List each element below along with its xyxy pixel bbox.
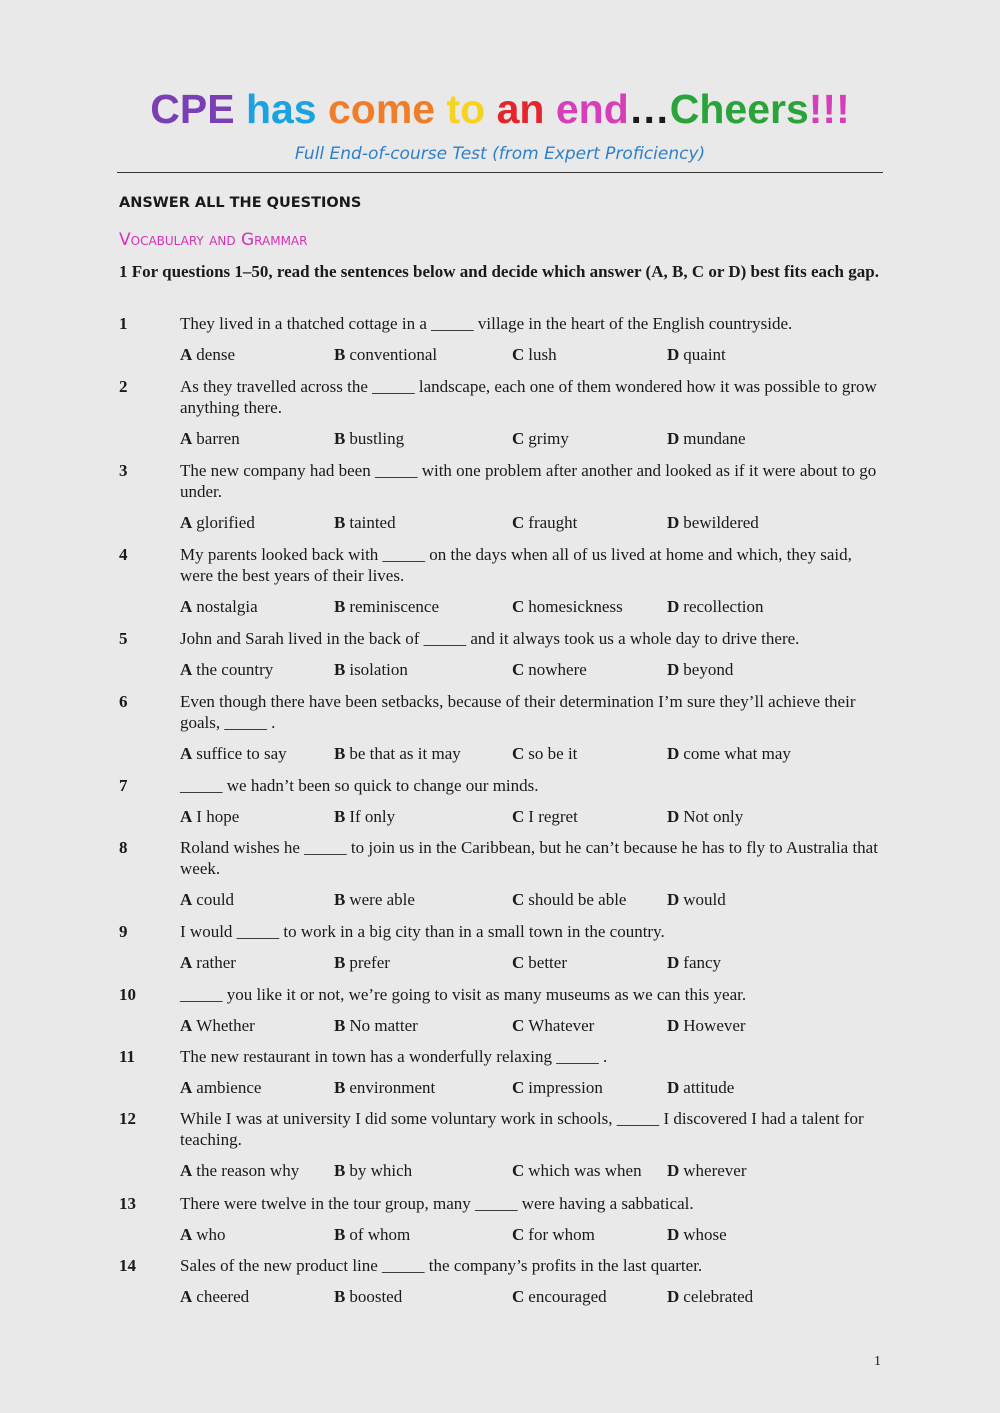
option-text: which was when [528, 1161, 642, 1180]
answer-option-d[interactable] [667, 659, 733, 680]
answer-option-d[interactable] [667, 596, 764, 617]
option-letter: B [334, 744, 346, 763]
answer-option-a[interactable] [180, 952, 236, 973]
answer-option-d[interactable] [667, 1077, 734, 1098]
option-letter: A [180, 597, 193, 616]
option-text: glorified [196, 513, 255, 532]
option-text: quaint [683, 345, 726, 364]
option-letter: D [667, 807, 680, 826]
option-letter: C [512, 597, 525, 616]
option-text: Whether [196, 1016, 255, 1035]
question-stem: While I was at university I did some voluntary work in schools, _____ I discovered I had a talent for teaching. [180, 1109, 864, 1149]
answer-option-b[interactable] [334, 743, 461, 764]
option-text: I hope [196, 807, 240, 826]
option-letter: B [334, 1225, 346, 1244]
option-text: bewildered [683, 513, 759, 532]
question-number: 8 [119, 838, 128, 857]
option-text: for whom [528, 1225, 595, 1244]
option-letter: C [512, 744, 525, 763]
title-word: come [328, 86, 447, 132]
option-text: homesickness [528, 597, 623, 616]
question-number: 5 [119, 629, 128, 648]
question-number: 12 [119, 1109, 136, 1128]
answer-option-d[interactable] [667, 1224, 727, 1245]
answer-option-a[interactable] [180, 344, 235, 365]
answer-option-a[interactable] [180, 596, 258, 617]
page-number: 1 [874, 1354, 881, 1369]
option-letter: A [180, 807, 193, 826]
option-letter: C [512, 953, 525, 972]
option-letter: A [180, 1225, 193, 1244]
option-letter: D [667, 744, 680, 763]
answer-option-b[interactable] [334, 1160, 412, 1181]
option-letter: A [180, 890, 193, 909]
answer-option-c[interactable] [512, 1077, 603, 1098]
answer-option-d[interactable] [667, 512, 759, 533]
answer-option-d[interactable] [667, 1160, 747, 1181]
title-word: end [555, 86, 629, 132]
option-letter: B [334, 429, 346, 448]
answer-option-a[interactable] [180, 743, 287, 764]
option-text: lush [528, 345, 557, 364]
option-letter: C [512, 1016, 525, 1035]
option-letter: A [180, 953, 193, 972]
question-stem: Roland wishes he _____ to join us in the Caribbean, but he can’t because he has to fly to Australia that week. [180, 838, 878, 878]
instruction-text: 1 For questions 1–50, read the sentences below and decide which answer (A, B, C or D) best fits each gap. [119, 262, 879, 281]
option-letter: D [667, 513, 680, 532]
answer-option-a[interactable] [180, 889, 234, 910]
answer-option-a[interactable] [180, 1015, 255, 1036]
question-stem: John and Sarah lived in the back of _____ and it always took us a whole day to drive there. [180, 629, 800, 648]
title-word: to [446, 86, 497, 132]
answer-option-c[interactable] [512, 889, 626, 910]
question-stem: As they travelled across the _____ landscape, each one of them wondered how it was possible to grow anything there. [180, 377, 877, 417]
option-letter: B [334, 1078, 346, 1097]
option-letter: C [512, 1161, 525, 1180]
option-letter: A [180, 1016, 193, 1035]
question-stem: There were twelve in the tour group, many _____ were having a sabbatical. [180, 1194, 694, 1213]
answer-option-c[interactable] [512, 344, 557, 365]
option-letter: B [334, 1161, 346, 1180]
section-heading: Vocabulary and Grammar [119, 230, 308, 250]
answer-option-c[interactable] [512, 806, 578, 827]
option-text: recollection [683, 597, 764, 616]
answer-option-c[interactable] [512, 952, 567, 973]
answer-option-d[interactable] [667, 952, 721, 973]
option-text: encouraged [528, 1287, 607, 1306]
answer-option-b[interactable] [334, 1224, 410, 1245]
question-stem: They lived in a thatched cottage in a _____ village in the heart of the English countryside. [180, 314, 793, 333]
answer-option-d[interactable] [667, 806, 743, 827]
option-letter: B [334, 597, 346, 616]
option-text: should be able [528, 890, 627, 909]
option-text: whose [683, 1225, 727, 1244]
answer-option-a[interactable] [180, 428, 240, 449]
question-stem: The new restaurant in town has a wonderfully relaxing _____ . [180, 1047, 608, 1066]
option-text: grimy [528, 429, 569, 448]
option-text: Whatever [528, 1016, 595, 1035]
option-letter: D [667, 597, 680, 616]
option-text: cheered [196, 1287, 250, 1306]
option-letter: C [512, 1287, 525, 1306]
option-letter: A [180, 429, 193, 448]
option-text: by which [349, 1161, 413, 1180]
option-text: No matter [349, 1016, 418, 1035]
page-title [0, 84, 1000, 134]
answer-option-c[interactable] [512, 743, 577, 764]
option-letter: D [667, 345, 680, 364]
question-stem: My parents looked back with _____ on the days when all of us lived at home and which, they said, were the best years of their lives. [180, 545, 852, 585]
question-number: 10 [119, 985, 136, 1004]
option-letter: B [334, 953, 346, 972]
question-number: 1 [119, 314, 128, 333]
answer-option-a[interactable] [180, 1286, 249, 1307]
answer-option-c[interactable] [512, 1160, 642, 1181]
option-letter: A [180, 345, 193, 364]
option-text: impression [528, 1078, 603, 1097]
option-text: wherever [683, 1161, 747, 1180]
answer-option-c[interactable] [512, 1015, 594, 1036]
question-number: 9 [119, 922, 128, 941]
option-letter: C [512, 1225, 525, 1244]
question-number: 4 [119, 545, 128, 564]
option-text: could [196, 890, 235, 909]
option-text: prefer [349, 953, 390, 972]
option-text: better [528, 953, 567, 972]
answer-option-d[interactable] [667, 1015, 746, 1036]
answer-option-b[interactable] [334, 889, 415, 910]
question-number: 2 [119, 377, 128, 396]
option-text: If only [349, 807, 396, 826]
answer-option-c[interactable] [512, 659, 587, 680]
option-text: suffice to say [196, 744, 287, 763]
question-number: 7 [119, 776, 128, 795]
option-text: nowhere [528, 660, 587, 679]
title-word: has [245, 86, 328, 132]
answer-all-heading: ANSWER ALL THE QUESTIONS [119, 195, 362, 211]
option-text: However [683, 1016, 746, 1035]
option-text: rather [196, 953, 236, 972]
option-letter: D [667, 1287, 680, 1306]
page-subtitle: Full End-of-course Test (from Expert Proficiency) [294, 144, 706, 164]
option-text: dense [196, 345, 235, 364]
option-text: reminiscence [349, 597, 440, 616]
answer-option-a[interactable] [180, 512, 255, 533]
option-text: tainted [349, 513, 396, 532]
option-letter: A [180, 1078, 193, 1097]
option-text: barren [196, 429, 240, 448]
option-text: ambience [196, 1078, 262, 1097]
option-text: beyond [683, 660, 734, 679]
answer-option-b[interactable] [334, 596, 439, 617]
question-stem: _____ you like it or not, we’re going to visit as many museums as we can this year. [180, 985, 747, 1004]
answer-option-b[interactable] [334, 1015, 418, 1036]
answer-option-c[interactable] [512, 596, 623, 617]
option-text: the country [196, 660, 274, 679]
answer-option-d[interactable] [667, 743, 791, 764]
option-text: mundane [683, 429, 746, 448]
answer-option-a[interactable] [180, 806, 239, 827]
question-stem: I would _____ to work in a big city than in a small town in the country. [180, 922, 665, 941]
answer-option-d[interactable] [667, 428, 746, 449]
answer-option-d[interactable] [667, 889, 726, 910]
answer-option-b[interactable] [334, 512, 396, 533]
option-text: nostalgia [196, 597, 258, 616]
question-number: 14 [119, 1256, 136, 1275]
option-letter: C [512, 890, 525, 909]
answer-option-b[interactable] [334, 344, 437, 365]
option-text: the reason why [196, 1161, 300, 1180]
answer-option-a[interactable] [180, 659, 273, 680]
option-letter: D [667, 1161, 680, 1180]
option-text: celebrated [683, 1287, 754, 1306]
option-text: so be it [528, 744, 578, 763]
option-letter: C [512, 513, 525, 532]
option-letter: D [667, 1016, 680, 1035]
option-letter: B [334, 513, 346, 532]
header-divider [117, 172, 883, 173]
option-text: isolation [349, 660, 408, 679]
title-word: … [628, 86, 670, 132]
option-letter: B [334, 890, 346, 909]
title-word: !!! [808, 86, 850, 132]
answer-option-a[interactable] [180, 1224, 226, 1245]
option-letter: B [334, 1016, 346, 1035]
answer-option-a[interactable] [180, 1160, 299, 1181]
option-letter: C [512, 660, 525, 679]
question-number: 11 [119, 1047, 136, 1066]
option-letter: D [667, 660, 680, 679]
option-text: fancy [683, 953, 722, 972]
answer-option-b[interactable] [334, 659, 408, 680]
option-letter: B [334, 1287, 346, 1306]
option-letter: D [667, 890, 680, 909]
title-word: an [496, 86, 556, 132]
answer-option-d[interactable] [667, 344, 726, 365]
answer-option-c[interactable] [512, 1224, 595, 1245]
option-text: of whom [349, 1225, 411, 1244]
answer-option-a[interactable] [180, 1077, 261, 1098]
question-stem: The new company had been _____ with one problem after another and looked as if it were about to go under. [180, 461, 877, 501]
question-stem: _____ we hadn’t been so quick to change our minds. [180, 776, 539, 795]
answer-option-d[interactable] [667, 1286, 753, 1307]
option-text: attitude [683, 1078, 735, 1097]
option-letter: C [512, 807, 525, 826]
question-stem: Sales of the new product line _____ the company’s profits in the last quarter. [180, 1256, 703, 1275]
title-word: CPE [150, 86, 246, 132]
option-text: bustling [349, 429, 405, 448]
option-text: Not only [683, 807, 744, 826]
option-text: environment [349, 1078, 436, 1097]
answer-option-b[interactable] [334, 1077, 435, 1098]
option-letter: A [180, 513, 193, 532]
option-letter: C [512, 429, 525, 448]
answer-option-c[interactable] [512, 512, 577, 533]
title-word: Cheers [669, 86, 809, 132]
question-number: 3 [119, 461, 128, 480]
option-text: come what may [683, 744, 791, 763]
option-letter: D [667, 1225, 680, 1244]
option-text: I regret [528, 807, 578, 826]
option-text: conventional [349, 345, 438, 364]
answer-option-b[interactable] [334, 428, 404, 449]
option-letter: C [512, 1078, 525, 1097]
option-letter: A [180, 1287, 193, 1306]
answer-option-b[interactable] [334, 1286, 402, 1307]
option-text: who [196, 1225, 226, 1244]
answer-option-c[interactable] [512, 428, 569, 449]
option-letter: D [667, 1078, 680, 1097]
option-text: would [683, 890, 726, 909]
option-letter: B [334, 660, 346, 679]
option-letter: A [180, 744, 193, 763]
answer-option-b[interactable] [334, 806, 395, 827]
option-letter: A [180, 660, 193, 679]
answer-option-c[interactable] [512, 1286, 607, 1307]
option-text: were able [349, 890, 415, 909]
question-stem: Even though there have been setbacks, because of their determination I’m sure they’ll achieve their goals, _____ . [180, 692, 856, 732]
answer-option-b[interactable] [334, 952, 390, 973]
option-letter: D [667, 429, 680, 448]
option-text: boosted [349, 1287, 403, 1306]
option-letter: D [667, 953, 680, 972]
question-number: 13 [119, 1194, 136, 1213]
question-number: 6 [119, 692, 128, 711]
option-text: be that as it may [349, 744, 461, 763]
option-text: fraught [528, 513, 578, 532]
option-letter: B [334, 345, 346, 364]
option-letter: C [512, 345, 525, 364]
option-letter: B [334, 807, 346, 826]
option-letter: A [180, 1161, 193, 1180]
